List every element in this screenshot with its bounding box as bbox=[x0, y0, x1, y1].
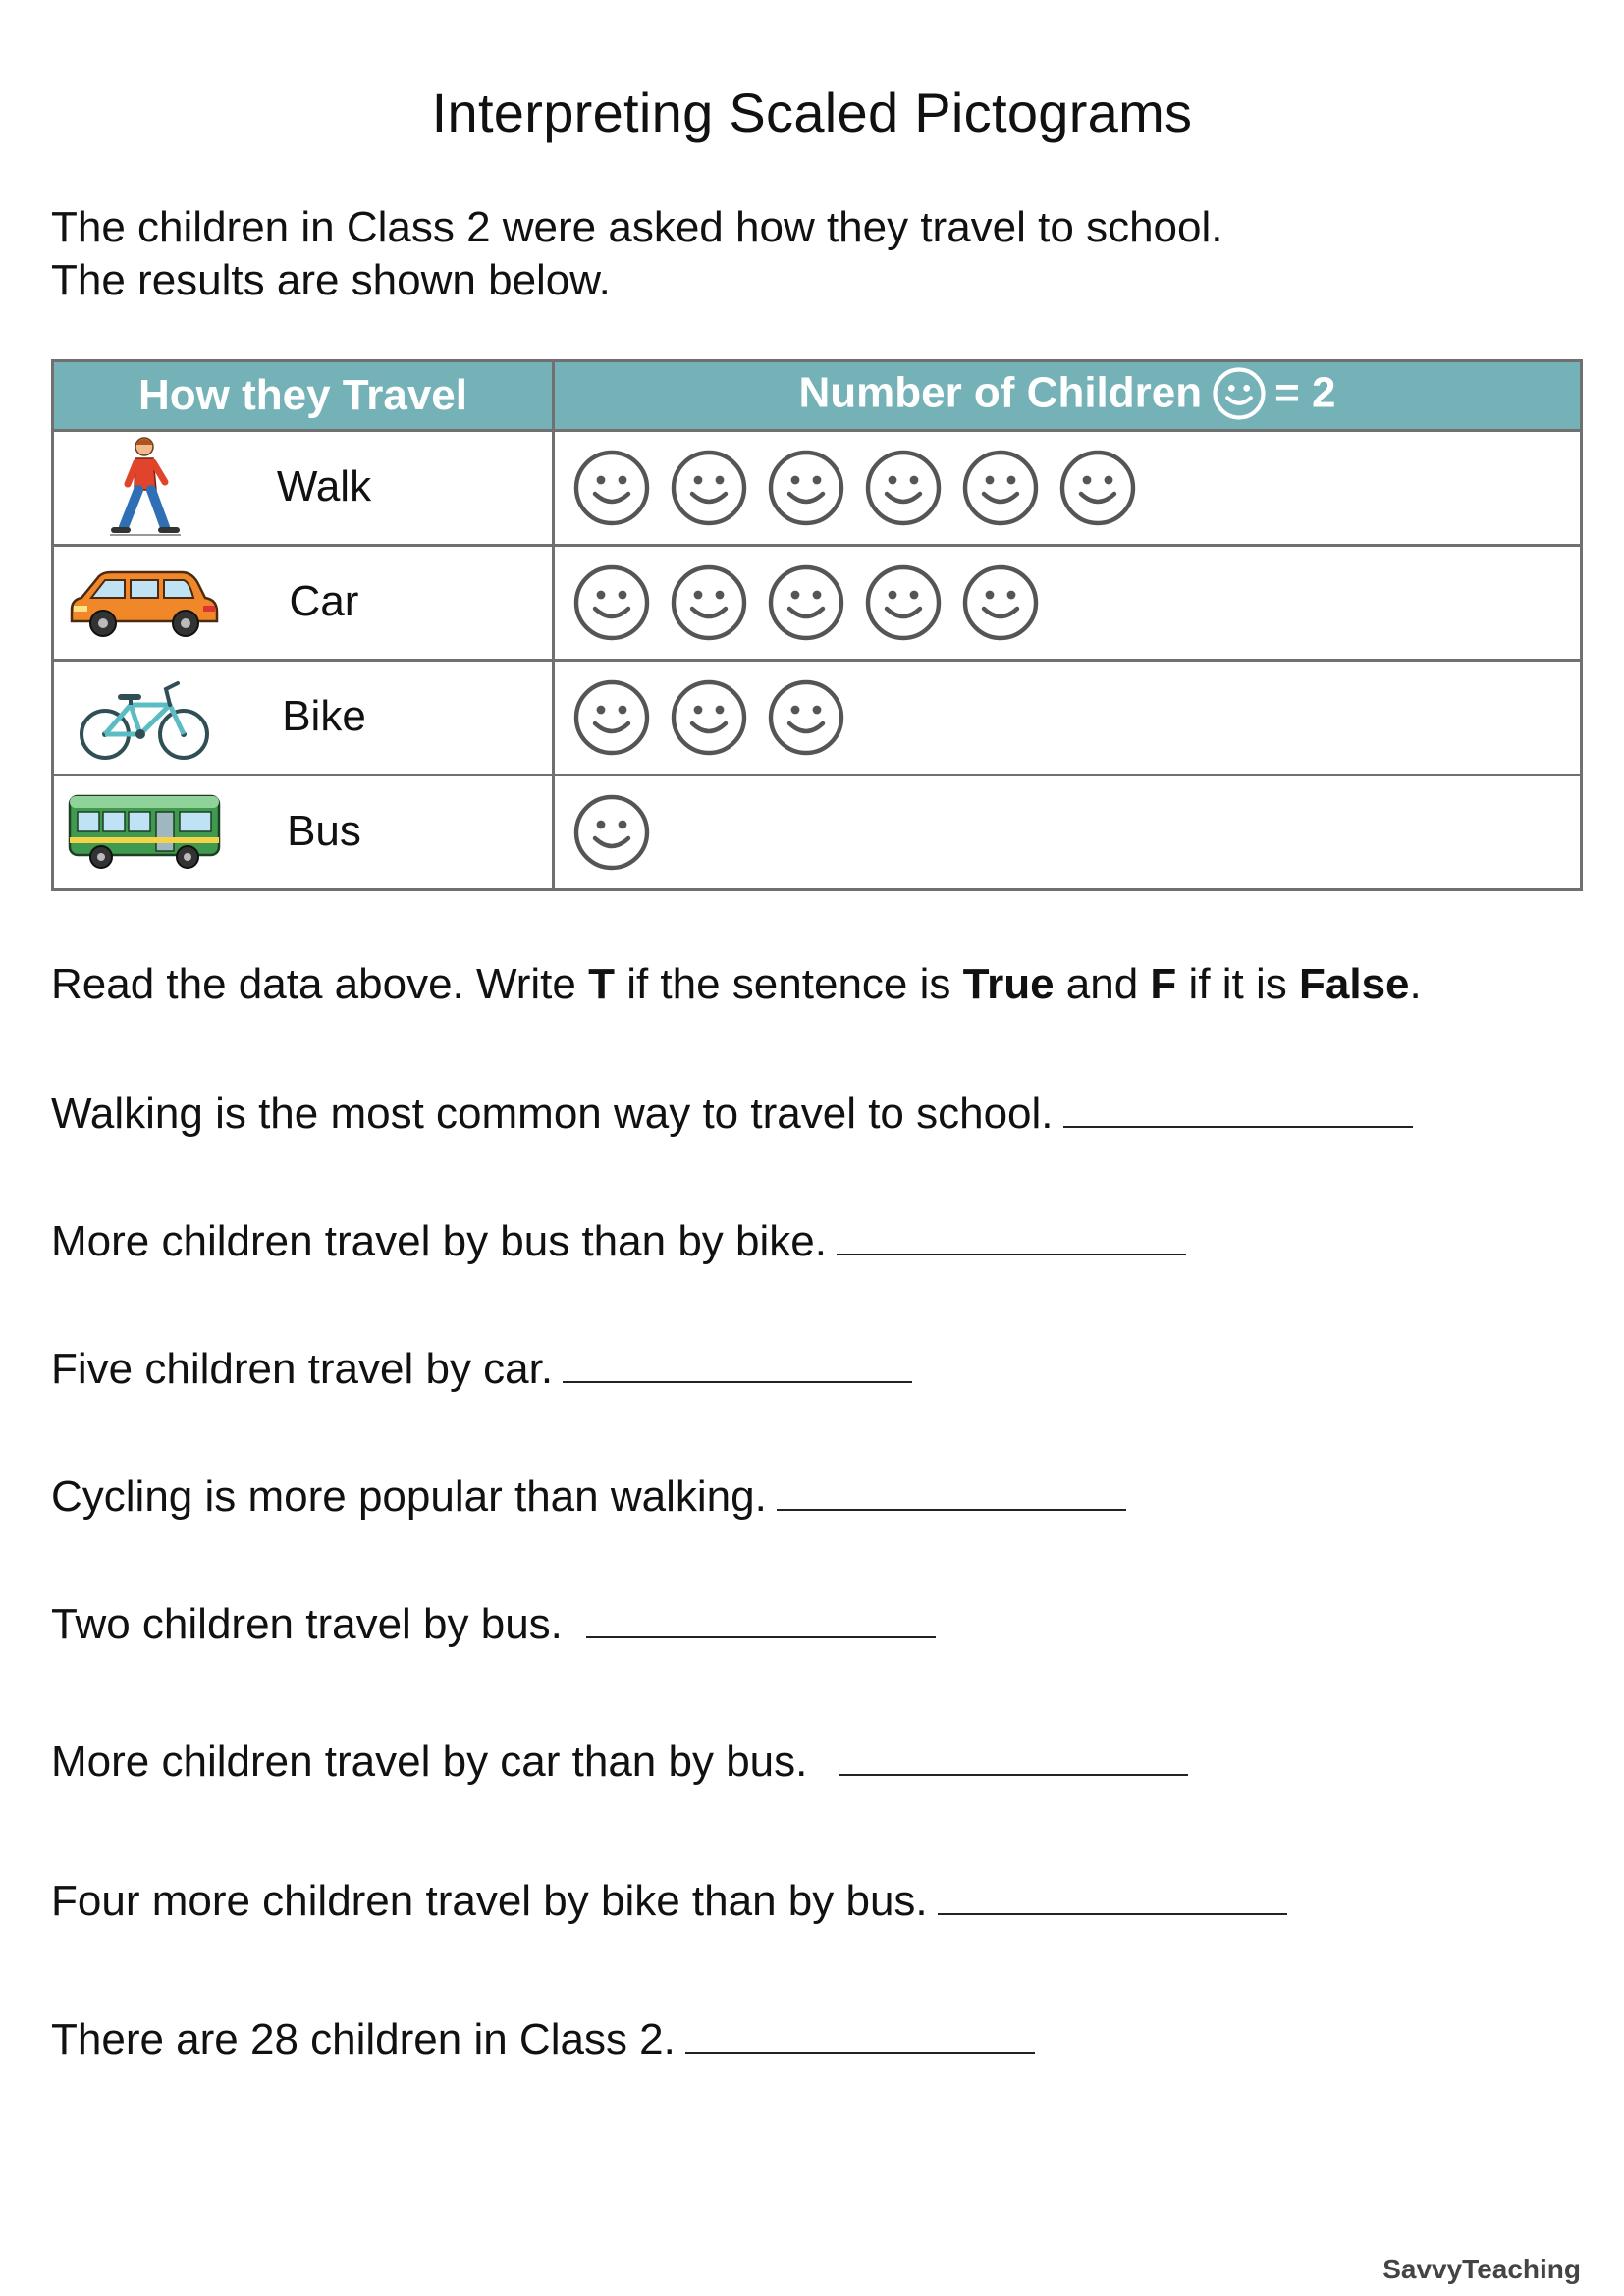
smiley-row bbox=[555, 778, 1580, 887]
intro-line-2: The results are shown below. bbox=[51, 256, 611, 304]
header-mode bbox=[53, 361, 554, 431]
smiley-row bbox=[555, 434, 1580, 543]
answer-blank[interactable] bbox=[563, 1373, 912, 1383]
smiley-face-icon bbox=[572, 449, 651, 527]
header-count bbox=[554, 361, 1582, 431]
answer-blank[interactable] bbox=[1063, 1118, 1413, 1128]
question-6 bbox=[51, 1737, 1188, 1787]
question-text: More children travel by bus than by bike. bbox=[51, 1217, 827, 1265]
page-title: Interpreting Scaled Pictograms bbox=[431, 81, 1193, 143]
smiley-face-icon bbox=[961, 563, 1040, 642]
question-4 bbox=[51, 1472, 1126, 1522]
instr-t: T bbox=[588, 960, 615, 1008]
instr-text-5: . bbox=[1409, 960, 1422, 1008]
mode-cell bbox=[53, 661, 554, 775]
key-smiley-icon bbox=[1212, 366, 1267, 421]
question-text: Cycling is more popular than walking. bbox=[51, 1472, 767, 1521]
instructions bbox=[51, 960, 1422, 1009]
smiley-face-icon bbox=[961, 449, 1040, 527]
car-icon bbox=[66, 547, 223, 656]
answer-blank[interactable] bbox=[839, 1766, 1188, 1776]
question-3 bbox=[51, 1345, 912, 1394]
answer-blank[interactable] bbox=[586, 1629, 936, 1638]
smiley-face-icon bbox=[572, 678, 651, 757]
header-count-label: Number of Children bbox=[798, 368, 1203, 417]
smiley-face-icon bbox=[767, 678, 845, 757]
table-row-bike bbox=[53, 661, 1582, 775]
footer-brand: SavvyTeaching bbox=[1382, 2254, 1581, 2284]
smiley-face-icon bbox=[1058, 449, 1137, 527]
smiley-face-icon bbox=[670, 449, 748, 527]
smiley-row bbox=[555, 664, 1580, 773]
smiley-face-icon bbox=[767, 563, 845, 642]
mode-cell bbox=[53, 431, 554, 546]
smiley-face-icon bbox=[670, 678, 748, 757]
instr-text-3: and bbox=[1054, 960, 1151, 1008]
mode-label: Walk bbox=[276, 462, 372, 510]
question-5 bbox=[51, 1600, 936, 1649]
symbols-cell bbox=[554, 661, 1582, 775]
smiley-row bbox=[555, 549, 1580, 658]
answer-blank[interactable] bbox=[685, 2044, 1035, 2054]
walking-person-icon bbox=[66, 432, 223, 541]
bus-icon bbox=[66, 776, 223, 885]
table-row-car bbox=[53, 546, 1582, 661]
instr-text-1: Read the data above. Write bbox=[51, 960, 589, 1008]
question-text: More children travel by car than by bus. bbox=[51, 1737, 808, 1786]
symbols-cell bbox=[554, 431, 1582, 546]
mode-label: Bus bbox=[287, 807, 361, 855]
question-text: Walking is the most common way to travel to school. bbox=[51, 1090, 1054, 1138]
smiley-face-icon bbox=[864, 563, 943, 642]
smiley-face-icon bbox=[572, 563, 651, 642]
smiley-face-icon bbox=[670, 563, 748, 642]
instr-true: True bbox=[962, 960, 1055, 1008]
symbols-cell bbox=[554, 546, 1582, 661]
table-row-bus bbox=[53, 775, 1582, 890]
bicycle-icon bbox=[66, 662, 223, 771]
question-2 bbox=[51, 1217, 1186, 1266]
question-text: Two children travel by bus. bbox=[51, 1600, 563, 1648]
intro-line-1: The children in Class 2 were asked how they travel to school. bbox=[51, 203, 1223, 251]
question-text: Four more children travel by bike than by bus. bbox=[51, 1877, 928, 1925]
mode-label: Car bbox=[289, 577, 359, 625]
header-count-key: = 2 bbox=[1274, 368, 1336, 417]
question-text: There are 28 children in Class 2. bbox=[51, 2015, 676, 2063]
smiley-face-icon bbox=[572, 793, 651, 872]
mode-label: Bike bbox=[282, 692, 366, 740]
answer-blank[interactable] bbox=[837, 1246, 1186, 1255]
question-1 bbox=[51, 1090, 1413, 1139]
instr-f: F bbox=[1150, 960, 1177, 1008]
answer-blank[interactable] bbox=[777, 1501, 1126, 1511]
header-mode-label: How they Travel bbox=[137, 371, 467, 419]
question-8 bbox=[51, 2015, 1035, 2064]
instr-text-2: if the sentence is bbox=[614, 960, 963, 1008]
smiley-face-icon bbox=[864, 449, 943, 527]
intro-text bbox=[51, 201, 1222, 307]
symbols-cell bbox=[554, 775, 1582, 890]
answer-blank[interactable] bbox=[938, 1905, 1287, 1915]
instr-text-4: if it is bbox=[1176, 960, 1299, 1008]
mode-cell bbox=[53, 775, 554, 890]
question-text: Five children travel by car. bbox=[51, 1345, 554, 1393]
table-header-row bbox=[53, 361, 1582, 431]
pictogram-table bbox=[51, 359, 1583, 891]
instr-false: False bbox=[1299, 960, 1410, 1008]
smiley-face-icon bbox=[767, 449, 845, 527]
table-row-walk bbox=[53, 431, 1582, 546]
mode-cell bbox=[53, 546, 554, 661]
question-7 bbox=[51, 1877, 1287, 1926]
